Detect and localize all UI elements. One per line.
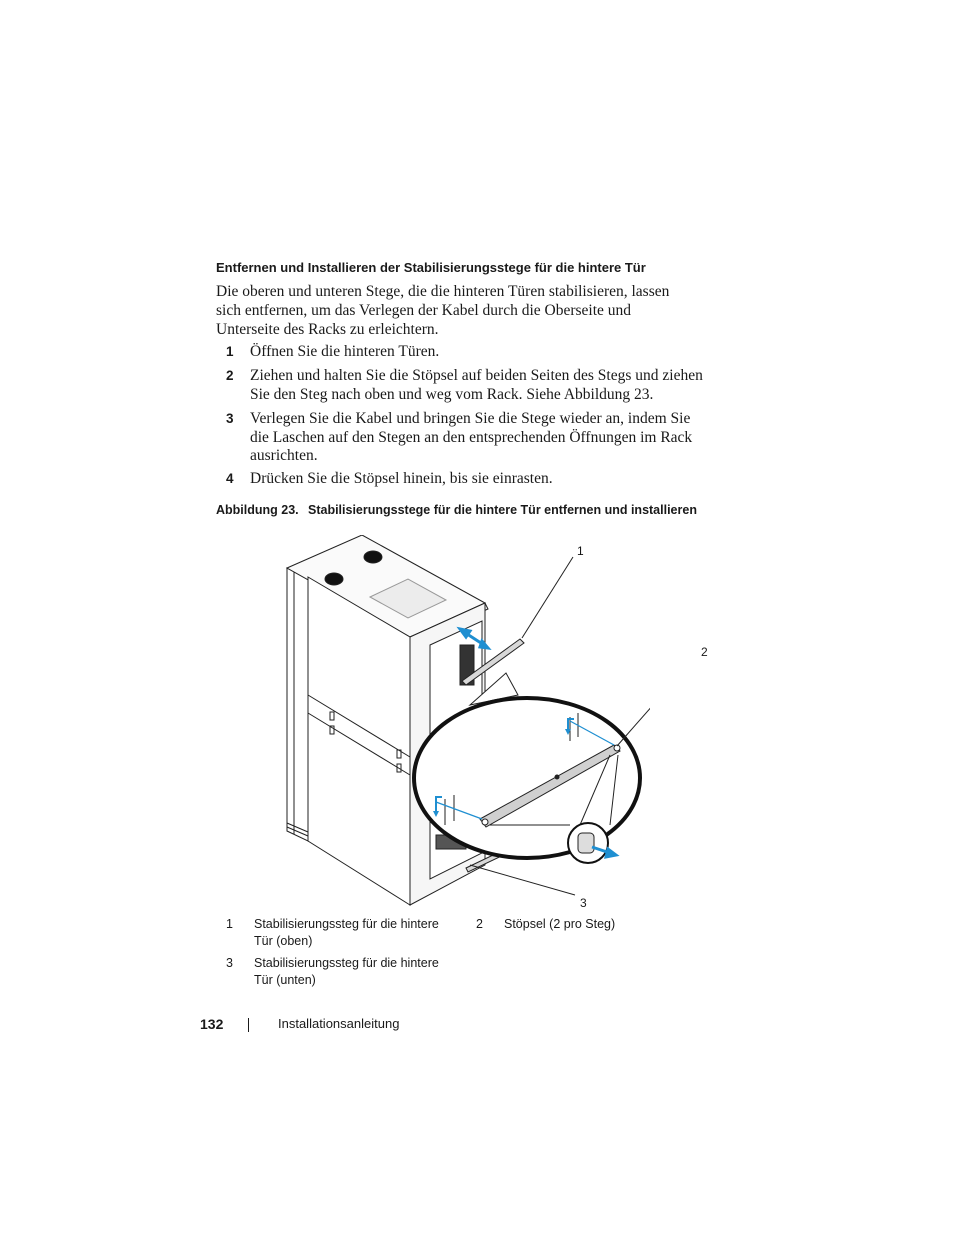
figure-title: Stabilisierungsstege für die hintere Tür entfernen und installieren bbox=[308, 503, 697, 517]
step-line: die Laschen auf den Stegen an den entsprechenden Öffnungen im Rack bbox=[250, 428, 693, 446]
intro-line: Die oberen und unteren Stege, die die hinteren Türen stabilisieren, lassen bbox=[216, 283, 670, 300]
legend-number: 2 bbox=[476, 917, 483, 931]
callout-3: 3 bbox=[580, 896, 587, 910]
legend-number: 1 bbox=[226, 917, 233, 931]
legend-line: Stabilisierungssteg für die hintere bbox=[254, 956, 439, 970]
figure-label: Abbildung 23. bbox=[216, 503, 299, 517]
footer-doc-title: Installationsanleitung bbox=[278, 1016, 400, 1031]
intro-line: Unterseite des Racks zu erleichtern. bbox=[216, 321, 439, 338]
section-heading: Entfernen und Installieren der Stabilisierungsstege für die hintere Tür bbox=[216, 260, 646, 275]
intro-paragraph bbox=[216, 282, 716, 339]
step-line: Ziehen und halten Sie die Stöpsel auf beiden Seiten des Stegs und ziehen bbox=[250, 367, 703, 384]
callout-1: 1 bbox=[577, 544, 584, 558]
step-number: 2 bbox=[226, 368, 234, 383]
legend-line: Stöpsel (2 pro Steg) bbox=[504, 917, 616, 931]
legend-item-2 bbox=[476, 916, 716, 936]
rack-illustration bbox=[270, 535, 650, 910]
step-line: Drücken Sie die Stöpsel hinein, bis sie einrasten. bbox=[250, 470, 553, 487]
legend-line: Stabilisierungssteg für die hintere bbox=[254, 917, 439, 931]
step-line: Sie den Steg nach oben und weg vom Rack. Siehe Abbildung 23. bbox=[250, 385, 654, 403]
step-number: 3 bbox=[226, 411, 234, 426]
step-line: ausrichten. bbox=[250, 447, 318, 464]
legend-item-1 bbox=[226, 916, 466, 956]
figure-caption bbox=[216, 502, 816, 518]
legend-line: Tür (oben) bbox=[254, 934, 313, 948]
legend-item-3 bbox=[226, 955, 466, 995]
legend-line: Tür (unten) bbox=[254, 973, 316, 987]
intro-line: sich entfernen, um das Verlegen der Kabel durch die Oberseite und bbox=[216, 302, 632, 319]
step-line: Öffnen Sie die hinteren Türen. bbox=[250, 343, 440, 360]
legend-number: 3 bbox=[226, 956, 233, 970]
footer-divider bbox=[248, 1018, 249, 1032]
page-number: 132 bbox=[200, 1016, 224, 1032]
step-number: 4 bbox=[226, 471, 234, 486]
step-line: Verlegen Sie die Kabel und bringen Sie die Stege wieder an, indem Sie bbox=[250, 410, 691, 427]
callout-2: 2 bbox=[701, 645, 708, 659]
step-number: 1 bbox=[226, 344, 234, 359]
